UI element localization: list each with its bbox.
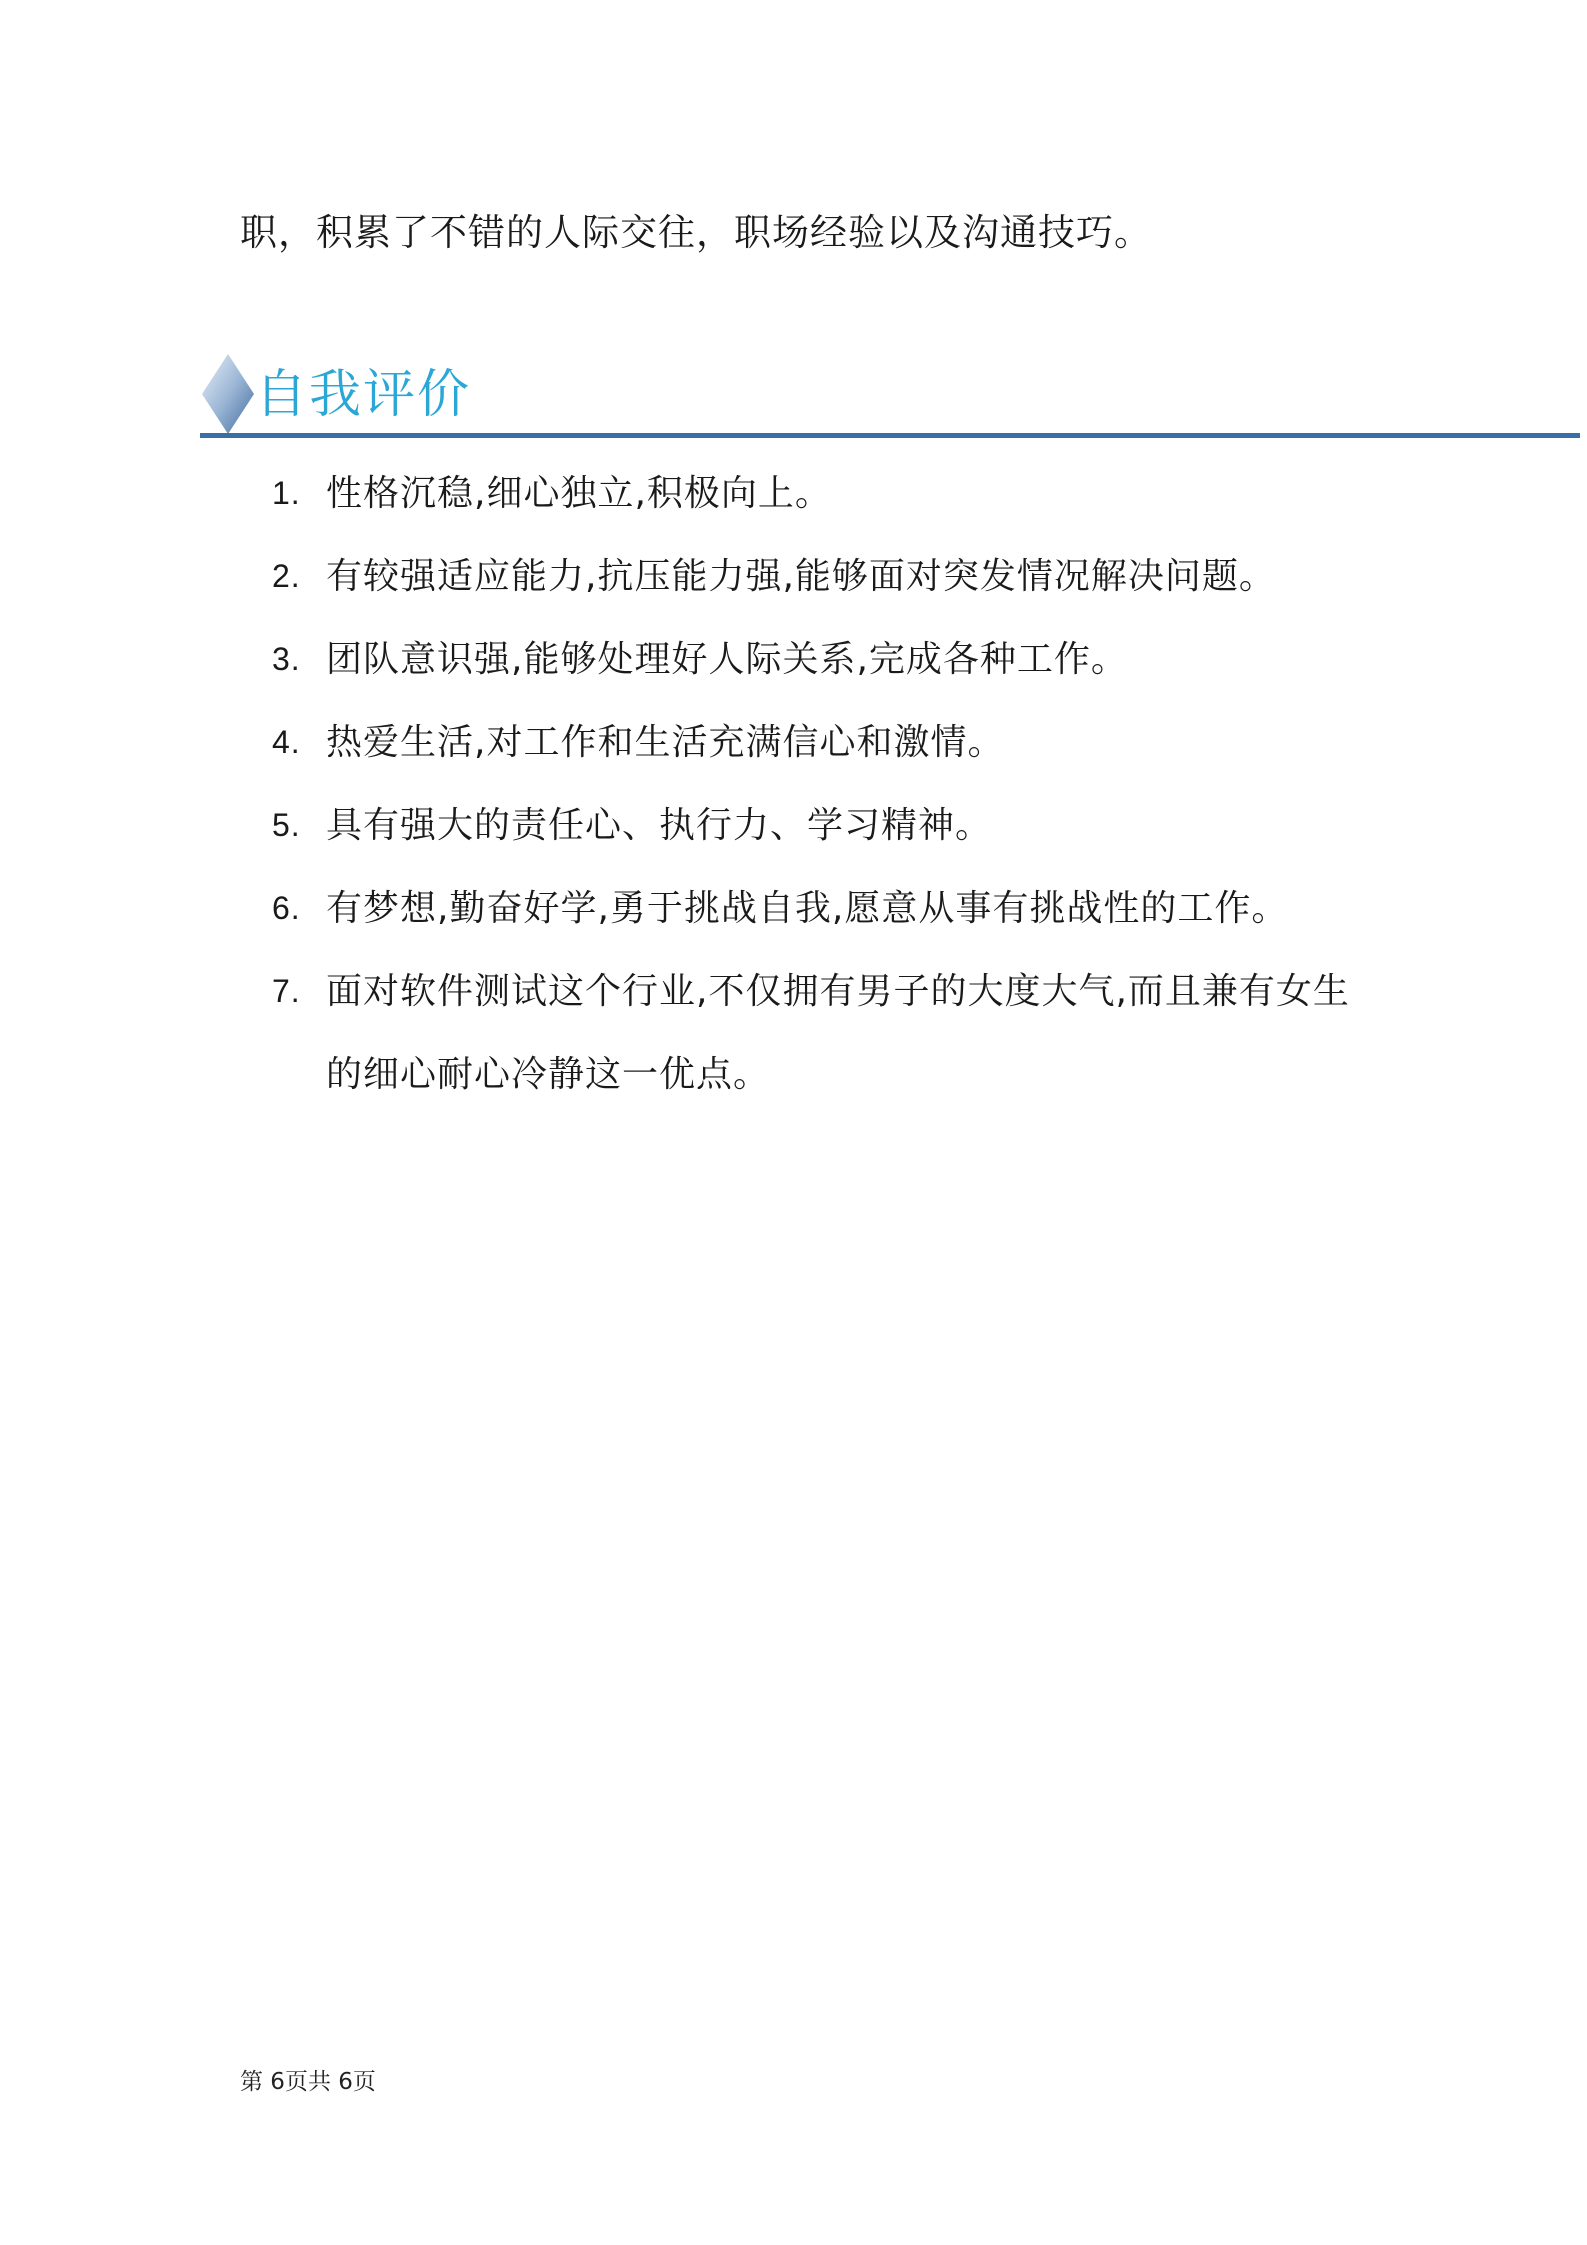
list-item-number: 7. [272, 973, 301, 1009]
list-item [272, 784, 1372, 867]
list-item-number: 1. [272, 475, 301, 511]
list-item [272, 618, 1372, 701]
list-item-number: 5. [272, 807, 301, 843]
page-footer: 第 6页共 6页 [240, 2069, 376, 2095]
section-heading [200, 352, 1580, 442]
list-item-number: 6. [272, 890, 301, 926]
list-item [272, 452, 1372, 535]
list-item-number: 2. [272, 558, 301, 594]
list-item-number: 4. [272, 724, 301, 760]
section-divider [200, 433, 1580, 438]
self-evaluation-list [272, 452, 1372, 1116]
diamond-icon [200, 352, 256, 436]
list-item-text: 有较强适应能力,抗压能力强,能够面对突发情况解决问题。 [326, 556, 1276, 597]
list-item-number: 3. [272, 641, 301, 677]
list-item-text: 热爱生活,对工作和生活充满信心和激情。 [326, 722, 1005, 763]
list-item [272, 950, 1372, 1116]
section-title: 自我评价 [255, 365, 472, 425]
list-item [272, 535, 1372, 618]
list-item-text: 具有强大的责任心、执行力、学习精神。 [326, 805, 993, 846]
list-item [272, 867, 1372, 950]
continuation-paragraph: 职，积累了不错的人际交往，职场经验以及沟通技巧。 [240, 211, 1152, 254]
list-item [272, 701, 1372, 784]
list-item-text: 面对软件测试这个行业,不仅拥有男子的大度大气,而且兼有女生的细心耐心冷静这一优点。 [326, 971, 1350, 1095]
list-item-text: 团队意识强,能够处理好人际关系,完成各种工作。 [326, 639, 1128, 680]
list-item-text: 性格沉稳,细心独立,积极向上。 [326, 473, 832, 514]
list-item-text: 有梦想,勤奋好学,勇于挑战自我,愿意从事有挑战性的工作。 [326, 888, 1289, 929]
